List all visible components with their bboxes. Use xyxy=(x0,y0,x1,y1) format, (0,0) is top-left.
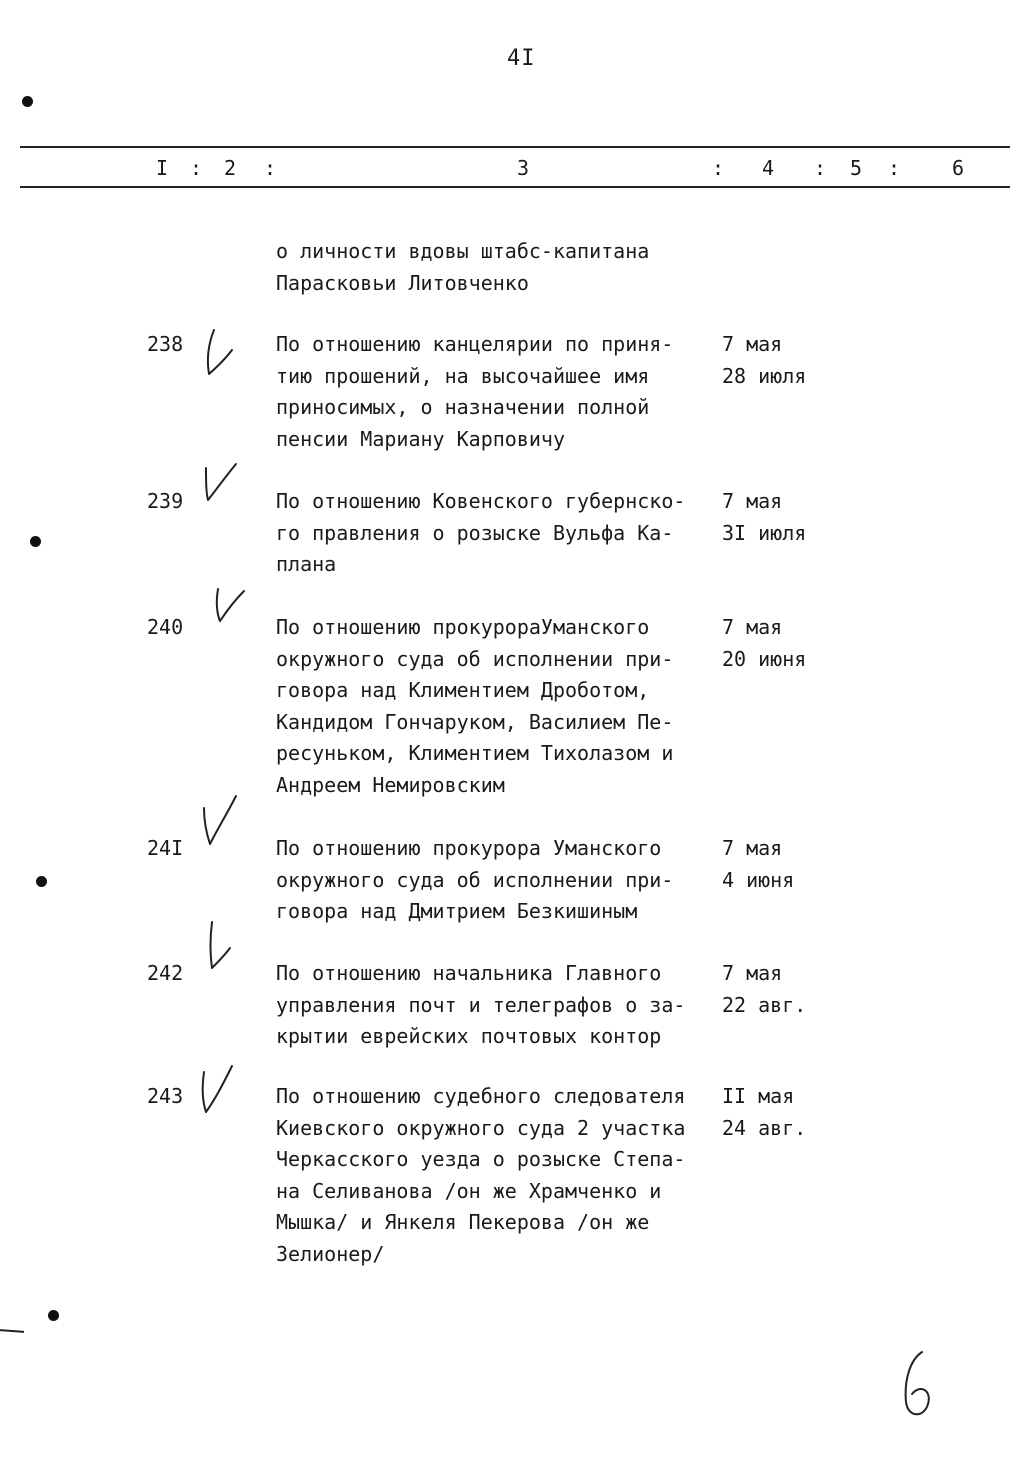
binder-hole xyxy=(22,96,33,107)
entry-description: По отношению Ковенского губернско- го правления о розыске Вульфа Ка- плана xyxy=(276,489,686,576)
header-rule-bottom xyxy=(20,186,1010,188)
col-separator: : xyxy=(264,156,277,180)
col-separator: : xyxy=(712,156,725,180)
col-separator: : xyxy=(190,156,203,180)
entry-dates: 7 мая 22 авг. xyxy=(722,961,807,1017)
binder-hole xyxy=(30,536,41,547)
binder-hole xyxy=(48,1310,59,1321)
entry-description: По отношению прокурораУманского окружного суда об исполнении при- говора над Климентием Дроботом, Кандидом Гончаруком, Василием Пе- ресуньком, Климентием Тихолазом и Андреем Немировским xyxy=(276,615,674,797)
entry-dates: 7 мая 4 июня xyxy=(722,836,795,892)
check-mark-icon xyxy=(200,326,240,382)
margin-stroke xyxy=(0,1329,24,1333)
entry-number: 240 xyxy=(147,615,184,639)
entry-number: 243 xyxy=(147,1084,184,1108)
entry-number: 242 xyxy=(147,961,184,985)
entry-description: По отношению прокурора Уманского окружного суда об исполнении при- говора над Дмитрием Безкишиным xyxy=(276,836,674,923)
check-mark-icon xyxy=(198,460,242,516)
entry-number: 239 xyxy=(147,489,184,513)
col-4-header: 4 xyxy=(762,156,775,180)
binder-hole xyxy=(36,876,47,887)
handwritten-folio-number xyxy=(890,1346,950,1426)
col-6-header: 6 xyxy=(952,156,965,180)
col-1-header: I xyxy=(156,156,169,180)
check-mark-icon xyxy=(208,583,248,627)
check-mark-icon xyxy=(198,918,238,974)
entry-description: По отношению начальника Главного управления почт и телеграфов о за- крытии еврейских почтовых контор xyxy=(276,961,686,1048)
entry-dates: II мая 24 авг. xyxy=(722,1084,807,1140)
col-separator: : xyxy=(888,156,901,180)
entry-description: По отношению канцелярии по приня- тию прошений, на высочайшее имя приносимых, о назначении полной пенсии Мариану Карповичу xyxy=(276,332,674,451)
entry-number: 238 xyxy=(147,332,184,356)
entry-number: 24I xyxy=(147,836,184,860)
check-mark-icon xyxy=(196,792,242,850)
entry-dates: 7 мая 28 июля xyxy=(722,332,807,388)
entry-dates: 7 мая 20 июня xyxy=(722,615,807,671)
col-5-header: 5 xyxy=(850,156,863,180)
check-mark-icon xyxy=(196,1062,240,1118)
col-3-header: 3 xyxy=(517,156,530,180)
col-separator: : xyxy=(814,156,827,180)
page-number: 4I xyxy=(507,46,536,71)
entry-description: По отношению судебного следователя Киевского окружного суда 2 участка Черкасского уезда о розыске Степа- на Селиванова /он же Храмченко и Мышка/ и Янкеля Пекерова /он же Зелионер/ xyxy=(276,1084,686,1266)
header-rule-top xyxy=(20,146,1010,148)
continued-entry-text: о личности вдовы штабс-капитана Парасковьи Литовченко xyxy=(276,239,650,295)
entry-dates: 7 мая 3I июля xyxy=(722,489,807,545)
col-2-header: 2 xyxy=(224,156,237,180)
